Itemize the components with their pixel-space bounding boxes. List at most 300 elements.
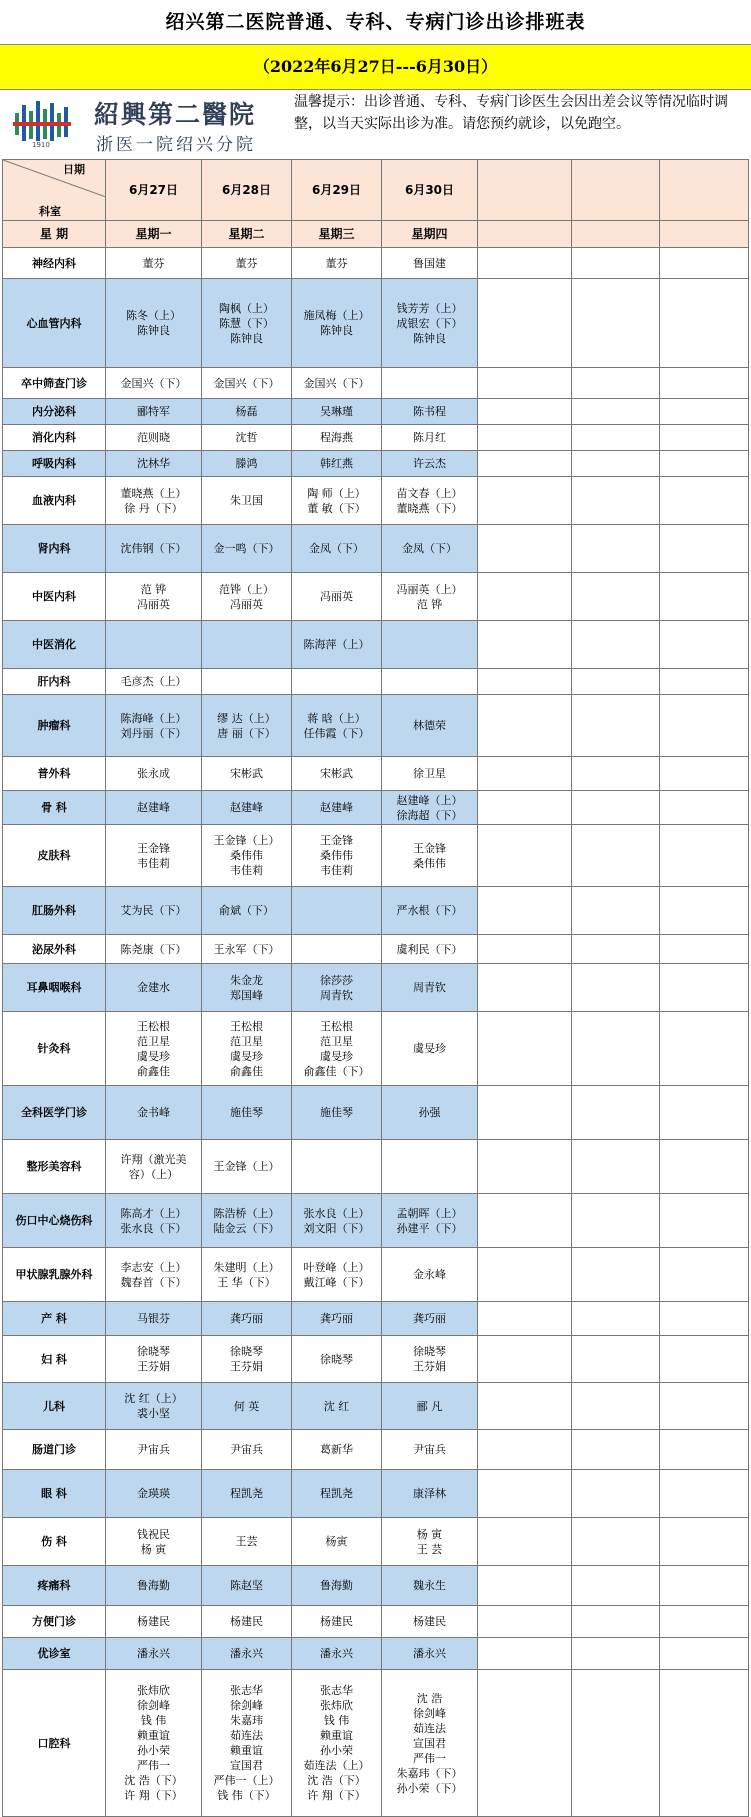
empty-cell: [572, 1012, 660, 1086]
doctor-cell: 王金锋 桑伟伟 韦佳莉: [292, 825, 382, 887]
empty-cell: [660, 964, 749, 1012]
empty-cell: [572, 1336, 660, 1383]
empty-cell: [660, 1518, 749, 1566]
empty-cell: [660, 1383, 749, 1430]
doctor-cell: [202, 669, 292, 695]
doctor-cell: 王金锋 桑伟伟: [382, 825, 478, 887]
doctor-cell: 何 英: [202, 1383, 292, 1430]
doctor-cell: 张水良（上） 刘文阳（下）: [292, 1194, 382, 1248]
doctor-cell: 王芸: [202, 1518, 292, 1566]
blank-header-cell: [572, 221, 660, 248]
department-name: 方便门诊: [3, 1606, 106, 1638]
header-area: [0, 90, 751, 161]
department-row: [3, 825, 749, 887]
hospital-logo: [12, 95, 287, 155]
department-row: [3, 1194, 749, 1248]
empty-cell: [660, 791, 749, 825]
empty-cell: [478, 368, 572, 399]
doctor-cell: [382, 1140, 478, 1194]
department-row: [3, 935, 749, 964]
empty-cell: [478, 1086, 572, 1140]
date-header-row: [3, 160, 749, 221]
doctor-cell: 金凤（下）: [292, 525, 382, 573]
empty-cell: [572, 887, 660, 935]
date-header: 6月29日: [292, 160, 382, 221]
doctor-cell: 徐晓琴 王芬娟: [202, 1336, 292, 1383]
empty-cell: [660, 1194, 749, 1248]
empty-cell: [660, 451, 749, 477]
doctor-cell: 龚巧丽: [202, 1302, 292, 1336]
doctor-cell: 周青钦: [382, 964, 478, 1012]
empty-cell: [660, 573, 749, 621]
doctor-cell: 沈 红: [292, 1383, 382, 1430]
empty-cell: [478, 621, 572, 669]
doctor-cell: 杨建民: [292, 1606, 382, 1638]
doctor-cell: 鲁海勤: [292, 1566, 382, 1606]
department-row: [3, 1430, 749, 1470]
department-row: [3, 791, 749, 825]
doctor-cell: 徐莎莎 周青钦: [292, 964, 382, 1012]
doctor-cell: 王金锋（上） 桑伟伟 韦佳莉: [202, 825, 292, 887]
doctor-cell: 范 铧 冯丽英: [106, 573, 202, 621]
department-row: [3, 425, 749, 451]
doctor-cell: 沈哲: [202, 425, 292, 451]
doctor-cell: 孟朝晖（上） 孙建平（下）: [382, 1194, 478, 1248]
doctor-cell: 杨建民: [106, 1606, 202, 1638]
doctor-cell: 尹宙兵: [382, 1430, 478, 1470]
empty-cell: [660, 1606, 749, 1638]
department-row: [3, 573, 749, 621]
empty-cell: [478, 669, 572, 695]
empty-cell: [478, 825, 572, 887]
doctor-cell: 王永军（下）: [202, 935, 292, 964]
empty-cell: [478, 1248, 572, 1302]
doctor-cell: [292, 1140, 382, 1194]
doctor-cell: 潘永兴: [292, 1638, 382, 1670]
weekday-header: 星期三: [292, 221, 382, 248]
empty-cell: [478, 791, 572, 825]
empty-cell: [478, 695, 572, 757]
doctor-cell: 沈伟钢（下）: [106, 525, 202, 573]
empty-cell: [478, 1012, 572, 1086]
department-name: 眼 科: [3, 1470, 106, 1518]
doctor-cell: 孙强: [382, 1086, 478, 1140]
empty-cell: [478, 1194, 572, 1248]
date-range-banner: （2022年6月27日---6月30日）: [0, 44, 751, 90]
empty-cell: [572, 279, 660, 368]
doctor-cell: [382, 368, 478, 399]
department-row: [3, 1140, 749, 1194]
doctor-cell: 魏永生: [382, 1566, 478, 1606]
department-name: 中医消化: [3, 621, 106, 669]
empty-cell: [572, 1566, 660, 1606]
doctor-cell: 沈 浩 徐剑峰 茹连法 宣国君 严伟一 朱嘉玮（下） 孙小荣（下）: [382, 1670, 478, 1817]
empty-cell: [478, 1638, 572, 1670]
empty-cell: [572, 791, 660, 825]
department-name: 血液内科: [3, 477, 106, 525]
doctor-cell: 董晓燕（上） 徐 丹（下）: [106, 477, 202, 525]
doctor-cell: 许云杰: [382, 451, 478, 477]
doctor-cell: [292, 887, 382, 935]
department-row: [3, 964, 749, 1012]
doctor-cell: 钱芳芳（上） 成银宏（下） 陈钟良: [382, 279, 478, 368]
department-row: [3, 451, 749, 477]
empty-cell: [660, 887, 749, 935]
empty-cell: [660, 1086, 749, 1140]
empty-cell: [660, 525, 749, 573]
department-name: 肾内科: [3, 525, 106, 573]
doctor-cell: 许翔（激光美 容）（上）: [106, 1140, 202, 1194]
doctor-cell: 鲁海勤: [106, 1566, 202, 1606]
department-name: 儿科: [3, 1383, 106, 1430]
empty-cell: [478, 573, 572, 621]
doctor-cell: 陶枫（上） 陈慧（下） 陈钟良: [202, 279, 292, 368]
doctor-cell: 范铧（上） 冯丽英: [202, 573, 292, 621]
doctor-cell: 徐卫星: [382, 757, 478, 791]
empty-cell: [478, 1670, 572, 1817]
department-name: 肠道门诊: [3, 1430, 106, 1470]
doctor-cell: 宋彬武: [202, 757, 292, 791]
blank-header-cell: [572, 160, 660, 221]
doctor-cell: 金一鸣（下）: [202, 525, 292, 573]
doctor-cell: 王松根 范卫星 虞旻珍 俞鑫佳（下）: [292, 1012, 382, 1086]
empty-cell: [572, 1670, 660, 1817]
doctor-cell: 钱祝民 杨 寅: [106, 1518, 202, 1566]
department-name: 产 科: [3, 1302, 106, 1336]
doctor-cell: 徐晓琴 王芬娟: [382, 1336, 478, 1383]
doctor-cell: 苗文春（上） 董晓燕（下）: [382, 477, 478, 525]
empty-cell: [572, 451, 660, 477]
doctor-cell: 沈林华: [106, 451, 202, 477]
empty-cell: [572, 477, 660, 525]
empty-cell: [572, 757, 660, 791]
doctor-cell: 王金锋 韦佳莉: [106, 825, 202, 887]
empty-cell: [572, 825, 660, 887]
department-name: 中医内科: [3, 573, 106, 621]
logo-year: 1910: [32, 141, 50, 149]
empty-cell: [660, 1638, 749, 1670]
doctor-cell: 董芬: [202, 248, 292, 279]
doctor-cell: 朱卫国: [202, 477, 292, 525]
empty-cell: [478, 1336, 572, 1383]
corner-diagonal-line: [3, 160, 106, 197]
doctor-cell: 潘永兴: [382, 1638, 478, 1670]
empty-cell: [660, 1430, 749, 1470]
doctor-cell: 滕鸿: [202, 451, 292, 477]
department-name: 优诊室: [3, 1638, 106, 1670]
doctor-cell: 陈赵坚: [202, 1566, 292, 1606]
doctor-cell: 陈浩桥（上） 陆金云（下）: [202, 1194, 292, 1248]
department-name: 消化内科: [3, 425, 106, 451]
empty-cell: [478, 757, 572, 791]
empty-cell: [572, 1302, 660, 1336]
empty-cell: [478, 887, 572, 935]
doctor-cell: 陈冬（上） 陈钟良: [106, 279, 202, 368]
doctor-cell: 宋彬武: [292, 757, 382, 791]
empty-cell: [478, 451, 572, 477]
empty-cell: [660, 1670, 749, 1817]
department-row: [3, 399, 749, 425]
empty-cell: [572, 935, 660, 964]
department-name: 内分泌科: [3, 399, 106, 425]
department-row: [3, 1606, 749, 1638]
doctor-cell: [382, 669, 478, 695]
empty-cell: [478, 935, 572, 964]
doctor-cell: 杨寅: [292, 1518, 382, 1566]
doctor-cell: 赵建峰: [202, 791, 292, 825]
empty-cell: [572, 573, 660, 621]
empty-cell: [660, 1302, 749, 1336]
empty-cell: [478, 1140, 572, 1194]
doctor-cell: 潘永兴: [202, 1638, 292, 1670]
doctor-cell: 陈海峰（上） 刘丹丽（下）: [106, 695, 202, 757]
doctor-cell: 龚巧丽: [292, 1302, 382, 1336]
blank-header-cell: [478, 221, 572, 248]
weekday-header: 星期二: [202, 221, 292, 248]
doctor-cell: 董芬: [292, 248, 382, 279]
doctor-cell: 葛新华: [292, 1430, 382, 1470]
department-name: 口腔科: [3, 1670, 106, 1817]
department-name: 泌尿外科: [3, 935, 106, 964]
doctor-cell: 杨建民: [202, 1606, 292, 1638]
empty-cell: [572, 425, 660, 451]
department-row: [3, 1638, 749, 1670]
doctor-cell: 范则晓: [106, 425, 202, 451]
doctor-cell: 程海燕: [292, 425, 382, 451]
doctor-cell: 杨建民: [382, 1606, 478, 1638]
doctor-cell: 陶 师（上） 董 敏（下）: [292, 477, 382, 525]
doctor-cell: [106, 621, 202, 669]
empty-cell: [572, 1194, 660, 1248]
department-row: [3, 1012, 749, 1086]
department-row: [3, 248, 749, 279]
department-name: 耳鼻咽喉科: [3, 964, 106, 1012]
doctor-cell: 陈月红: [382, 425, 478, 451]
department-name: 伤口中心烧伤科: [3, 1194, 106, 1248]
department-row: [3, 1302, 749, 1336]
empty-cell: [572, 525, 660, 573]
empty-cell: [660, 621, 749, 669]
doctor-cell: 董芬: [106, 248, 202, 279]
department-row: [3, 1566, 749, 1606]
page-title: 绍兴第二医院普通、专科、专病门诊出诊排班表: [165, 11, 586, 33]
doctor-cell: 虞旻珍: [382, 1012, 478, 1086]
empty-cell: [660, 1012, 749, 1086]
department-row: [3, 279, 749, 368]
empty-cell: [572, 248, 660, 279]
department-name: 伤 科: [3, 1518, 106, 1566]
date-header: 6月27日: [106, 160, 202, 221]
weekday-header: 星期四: [382, 221, 478, 248]
empty-cell: [572, 1638, 660, 1670]
empty-cell: [660, 695, 749, 757]
department-row: [3, 695, 749, 757]
empty-cell: [478, 1566, 572, 1606]
empty-cell: [572, 399, 660, 425]
doctor-cell: [202, 621, 292, 669]
empty-cell: [478, 399, 572, 425]
doctor-cell: 赵建峰（上） 徐海超（下）: [382, 791, 478, 825]
doctor-cell: 施凤梅（上） 陈钟良: [292, 279, 382, 368]
department-row: [3, 1248, 749, 1302]
department-row: [3, 669, 749, 695]
doctor-cell: 蒋 晗（上） 任伟霞（下）: [292, 695, 382, 757]
doctor-cell: 施佳琴: [292, 1086, 382, 1140]
department-name: 整形美容科: [3, 1140, 106, 1194]
empty-cell: [572, 1140, 660, 1194]
empty-cell: [660, 279, 749, 368]
doctor-cell: 尹宙兵: [106, 1430, 202, 1470]
corner-dept-label: 科室: [39, 205, 61, 218]
corner-header-cell: [3, 160, 106, 221]
empty-cell: [572, 1518, 660, 1566]
department-name: 普外科: [3, 757, 106, 791]
empty-cell: [478, 477, 572, 525]
doctor-cell: 郦 凡: [382, 1383, 478, 1430]
doctor-cell: 沈 红（上） 裘小坚: [106, 1383, 202, 1430]
empty-cell: [478, 525, 572, 573]
doctor-cell: 韩红燕: [292, 451, 382, 477]
notice-text: 温馨提示：出诊普通、专科、专病门诊医生会因出差会议等情况临时调整，以当天实际出诊为准。请您预约就诊，以免跑空。: [294, 94, 728, 132]
empty-cell: [478, 964, 572, 1012]
doctor-cell: 赵建峰: [106, 791, 202, 825]
doctor-cell: 张志华 徐剑峰 朱嘉玮 茹连法 赖重谊 宣国君 严伟一（上） 钱 伟（下）: [202, 1670, 292, 1817]
department-row: [3, 525, 749, 573]
doctor-cell: 金凤（下）: [382, 525, 478, 573]
department-row: [3, 1518, 749, 1566]
doctor-cell: 金国兴（下）: [292, 368, 382, 399]
doctor-cell: 马银芬: [106, 1302, 202, 1336]
empty-cell: [572, 621, 660, 669]
empty-cell: [660, 425, 749, 451]
department-name: 全科医学门诊: [3, 1086, 106, 1140]
empty-cell: [660, 1140, 749, 1194]
doctor-cell: 俞斌（下）: [202, 887, 292, 935]
doctor-cell: 杨磊: [202, 399, 292, 425]
doctor-cell: [292, 935, 382, 964]
weekday-header: 星期一: [106, 221, 202, 248]
weekday-header-row: [3, 221, 749, 248]
doctor-cell: 金国兴（下）: [106, 368, 202, 399]
logo-hospital-subname: 浙医一院绍兴分院: [96, 135, 256, 155]
empty-cell: [572, 1383, 660, 1430]
empty-cell: [660, 935, 749, 964]
empty-cell: [660, 1336, 749, 1383]
doctor-cell: 张志华 张炜欣 钱 伟 赖重谊 孙小荣 茹连法（上） 沈 浩（下） 许 翔（下）: [292, 1670, 382, 1817]
department-row: [3, 887, 749, 935]
doctor-cell: 吴琳瑾: [292, 399, 382, 425]
doctor-cell: 冯丽英（上） 范 铧: [382, 573, 478, 621]
empty-cell: [660, 669, 749, 695]
department-name: 针灸科: [3, 1012, 106, 1086]
department-row: [3, 621, 749, 669]
empty-cell: [572, 695, 660, 757]
department-row: [3, 1383, 749, 1430]
empty-cell: [478, 1430, 572, 1470]
doctor-cell: 冯丽英: [292, 573, 382, 621]
doctor-cell: 林德荣: [382, 695, 478, 757]
department-row: [3, 1670, 749, 1817]
doctor-cell: 缪 达（上） 唐 丽（下）: [202, 695, 292, 757]
doctor-cell: 杨 寅 王 芸: [382, 1518, 478, 1566]
date-header: 6月28日: [202, 160, 292, 221]
doctor-cell: 毛彦杰（上）: [106, 669, 202, 695]
empty-cell: [660, 248, 749, 279]
empty-cell: [660, 477, 749, 525]
doctor-cell: 张永成: [106, 757, 202, 791]
logo-hospital-name: 紹興第二醫院: [94, 100, 257, 129]
department-row: [3, 477, 749, 525]
department-row: [3, 1336, 749, 1383]
doctor-cell: [292, 669, 382, 695]
doctor-cell: 施佳琴: [202, 1086, 292, 1140]
empty-cell: [572, 1606, 660, 1638]
department-name: 骨 科: [3, 791, 106, 825]
department-name: 甲状腺乳腺外科: [3, 1248, 106, 1302]
empty-cell: [660, 757, 749, 791]
blank-header-cell: [478, 160, 572, 221]
doctor-cell: 虞利民（下）: [382, 935, 478, 964]
empty-cell: [572, 669, 660, 695]
department-row: [3, 1470, 749, 1518]
empty-cell: [660, 368, 749, 399]
department-name: 卒中筛查门诊: [3, 368, 106, 399]
department-name: 肿瘤科: [3, 695, 106, 757]
department-name: 神经内科: [3, 248, 106, 279]
doctor-cell: 金建水: [106, 964, 202, 1012]
empty-cell: [572, 1248, 660, 1302]
doctor-cell: 王金锋（上）: [202, 1140, 292, 1194]
empty-cell: [478, 248, 572, 279]
empty-cell: [660, 1470, 749, 1518]
doctor-cell: 陈书程: [382, 399, 478, 425]
doctor-cell: 鲁国建: [382, 248, 478, 279]
empty-cell: [478, 1383, 572, 1430]
doctor-cell: 徐晓琴 王芬娟: [106, 1336, 202, 1383]
doctor-cell: 金国兴（下）: [202, 368, 292, 399]
doctor-cell: 赵建峰: [292, 791, 382, 825]
empty-cell: [572, 368, 660, 399]
department-name: 呼吸内科: [3, 451, 106, 477]
empty-cell: [478, 1606, 572, 1638]
doctor-cell: 王松根 范卫星 虞旻珍 俞鑫佳: [106, 1012, 202, 1086]
doctor-cell: 艾为民（下）: [106, 887, 202, 935]
doctor-cell: 陈尧康（下）: [106, 935, 202, 964]
empty-cell: [572, 1470, 660, 1518]
department-row: [3, 368, 749, 399]
doctor-cell: 陈海萍（上）: [292, 621, 382, 669]
doctor-cell: 严水根（下）: [382, 887, 478, 935]
doctor-cell: 金永峰: [382, 1248, 478, 1302]
empty-cell: [572, 1086, 660, 1140]
department-row: [3, 757, 749, 791]
doctor-cell: 叶登峰（上） 戴江峰（下）: [292, 1248, 382, 1302]
department-name: 皮肤科: [3, 825, 106, 887]
doctor-cell: 朱建明（上） 王 华（下）: [202, 1248, 292, 1302]
department-name: 妇 科: [3, 1336, 106, 1383]
empty-cell: [478, 1470, 572, 1518]
empty-cell: [660, 399, 749, 425]
empty-cell: [572, 964, 660, 1012]
doctor-cell: 尹宙兵: [202, 1430, 292, 1470]
doctor-cell: 徐晓琴: [292, 1336, 382, 1383]
department-name: 肛肠外科: [3, 887, 106, 935]
doctor-cell: 康泽林: [382, 1470, 478, 1518]
doctor-cell: 李志安（上） 魏春首（下）: [106, 1248, 202, 1302]
doctor-cell: 王松根 范卫星 虞旻珍 俞鑫佳: [202, 1012, 292, 1086]
corner-date-label: 日期: [63, 163, 85, 176]
department-name: 心血管内科: [3, 279, 106, 368]
